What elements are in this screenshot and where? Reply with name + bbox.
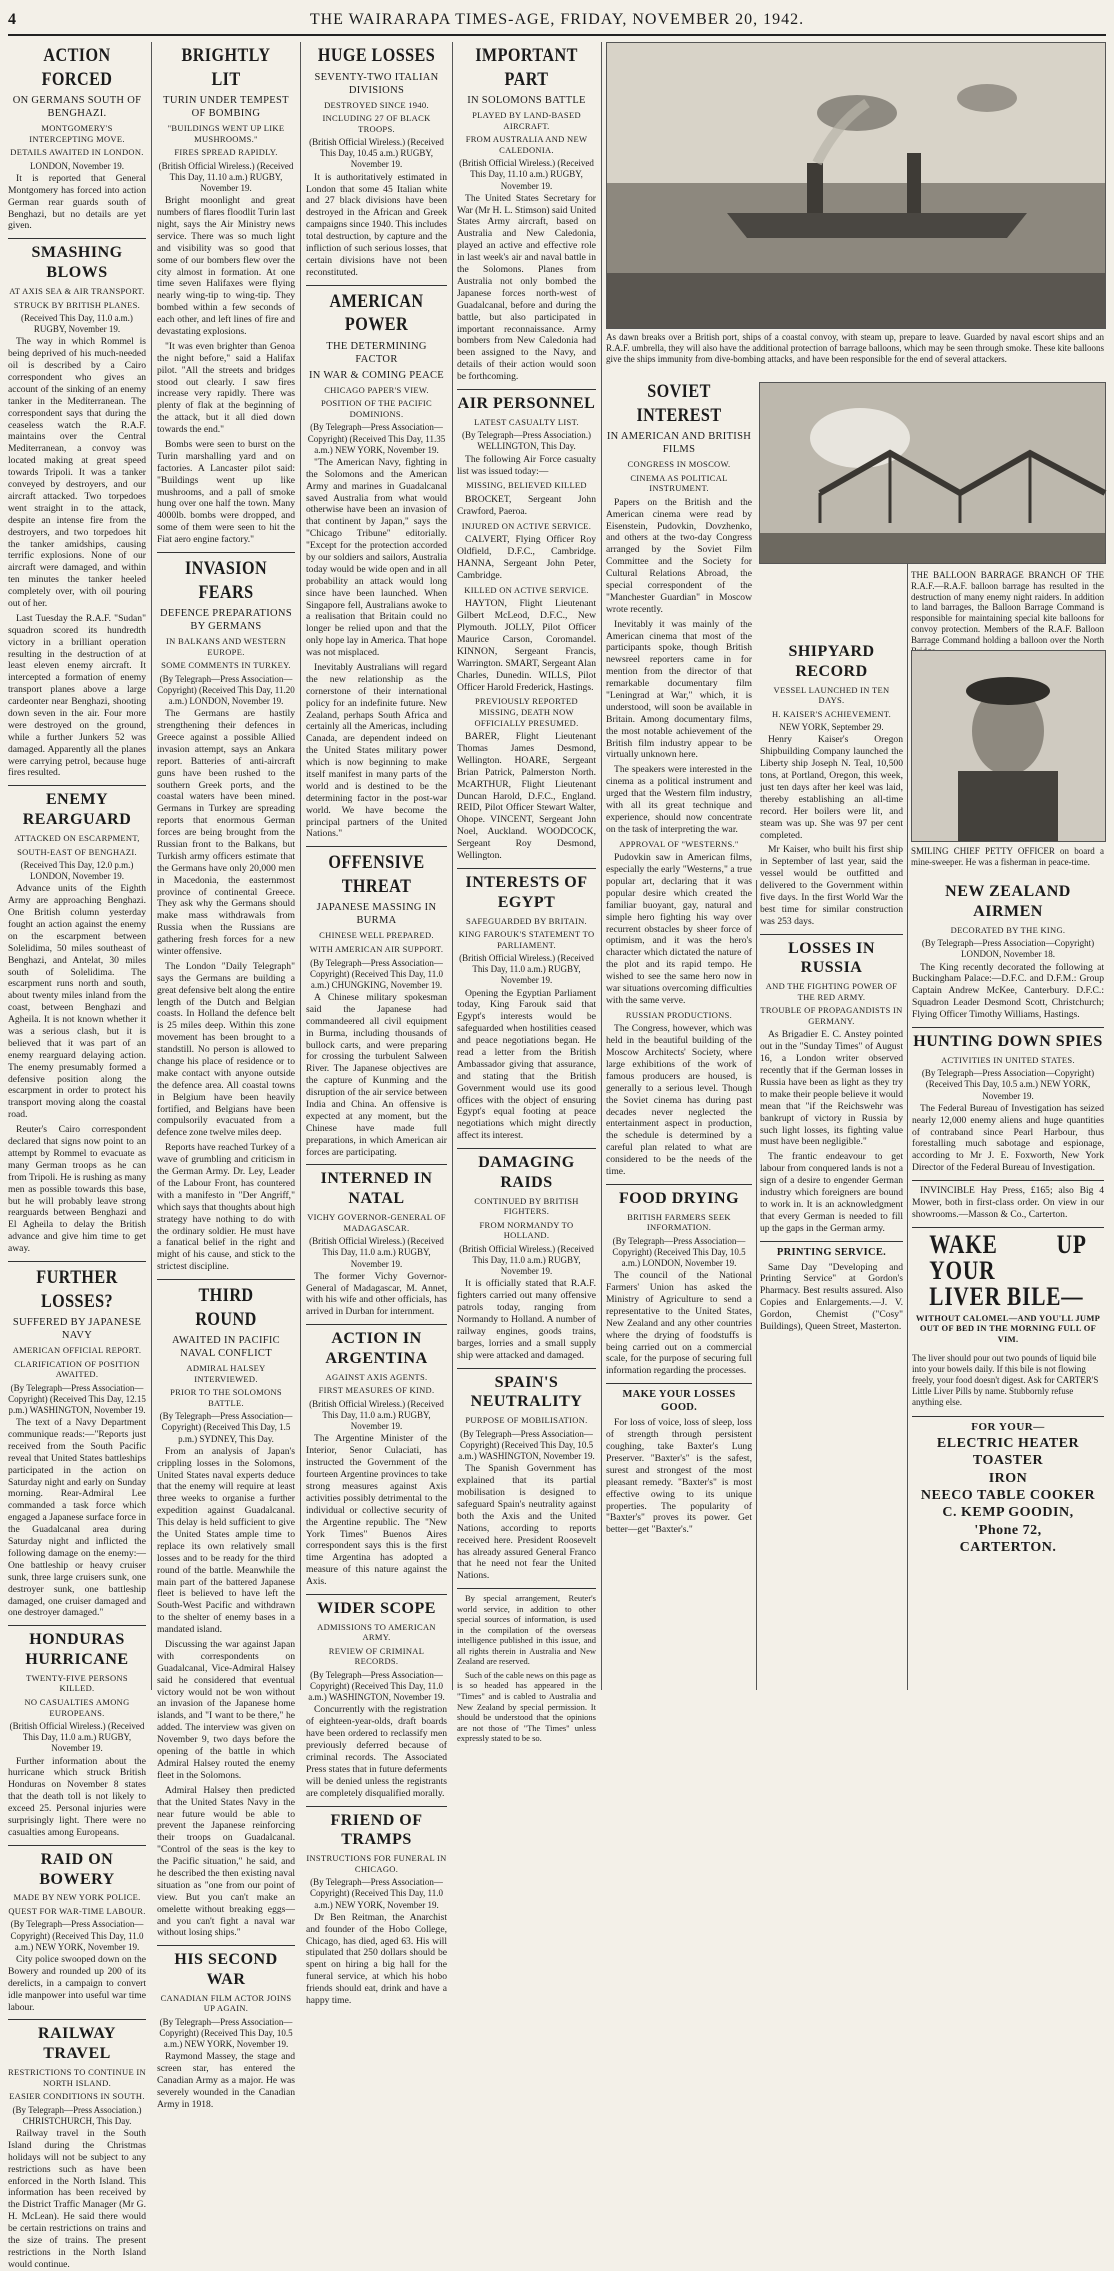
article-text: HAYTON, Flight Lieutenant Gilbert McLeod, D.F.C., New Plymouth. JOLLY, Pilot Officer Maurice Carson, Coromandel. KINNON, Sergeant Francis, Warrington. SMART, Sergeant Alan Charles, Dunedin. WILLS, Pilot Officer Harold Frederick, Hastings. xyxy=(457,598,596,693)
article-text: The speakers were interested in the cinema as a political instrument and urged that the Western film industry, with all its great technique and experience, should now concentrate on the task of interpreting the war. xyxy=(606,764,752,835)
headline: RAILWAY TRAVEL xyxy=(38,2025,116,2063)
column-3 xyxy=(306,42,447,2006)
article-text: Reports have reached Turkey of a wave of grumbling and criticism in the German Army. Dr. Ley, Leader of the Labour Front, has countered with a manifesto in "Der Angriff," which says that thoughts about high strategy have nothing to do with the ordinary soldier. He must have a fanatical belief in the right and might of his cause, and stick to the strictest discipline. xyxy=(157,1142,295,1273)
newspaper-title: THE WAIRARAPA TIMES-AGE, FRIDAY, NOVEMBER 20, 1942. xyxy=(309,11,805,28)
subheading: ADMIRAL HALSEY INTERVIEWED. xyxy=(186,1363,266,1384)
article-text: The King recently decorated the following at Buckingham Palace:—D.F.C. and D.F.M.: Group Captain Andrew McKee, Canterbury. D.F.C.: Squadron Leader Desmond Scott, Christchurch; Flying Officer Timothy Williams, Hastings. xyxy=(912,961,1104,1021)
dateline: (By Telegraph—Press Association—Copyright) (Received This Day, 10.5 a.m.) LONDON, November 19. xyxy=(612,1235,746,1269)
subheading: AMERICAN OFFICIAL REPORT. xyxy=(12,1345,142,1356)
convoy-photo xyxy=(606,42,1106,329)
advertisement-line: ELECTRIC HEATER xyxy=(936,1436,1080,1451)
dateline: (British Official Wireless.) (Received This Day, 11.10 a.m.) RUGBY, November 19. xyxy=(158,160,294,194)
advertisement-line: CARTERTON. xyxy=(959,1540,1057,1556)
page-number: 4 xyxy=(8,11,16,28)
subheading: VESSEL LAUNCHED IN TEN DAYS. xyxy=(773,684,890,706)
dateline: (British Official Wireless.) (Received This Day, 11.0 a.m.) RUGBY, November 19. xyxy=(9,1721,145,1754)
headline: FOOD DRYING xyxy=(618,1189,740,1207)
headline: FRIEND OF TRAMPS xyxy=(330,1811,423,1849)
subheading: VICHY GOVERNOR-GENERAL OF MADAGASCAR. xyxy=(307,1212,446,1233)
headline: AMERICAN POWER xyxy=(329,290,424,336)
dateline: (By Telegraph—Press Association—Copyright) (Received This Day, 11.0 a.m.) CHUNGKING, November 19. xyxy=(310,957,443,990)
article-text: "The American Navy, fighting in the Solomons and the American Army and marines in Guadalcanal saved Australia from what would otherwise have been an invasion of that continent by Japan," says the "Chicago Tribune" editorially. "Except for the protection accorded by our soldiers and sailors, Australia today would be wide open and in all probability an attack would long since have been launched. When Singapore fell, Australians awoke to a realisation that Britain could no longer be relied upon and that the only hope lay in America. That hope was not misplaced. xyxy=(306,456,447,659)
subheading: H. KAISER'S ACHIEVEMENT. xyxy=(771,708,892,719)
article-text: The council of the National Farmers' Union has asked the Ministry of Agriculture to send a representative to the United States, New Zealand and any other countries where the drying of foodstuffs is being carried out on a commercial scale, for the purpose of securing full information regarding the processes. xyxy=(606,1270,752,1377)
subheading: SUFFERED BY JAPANESE NAVY xyxy=(12,1317,142,1342)
subheading: WITH AMERICAN AIR SUPPORT. xyxy=(309,944,444,955)
list-heading: KILLED ON ACTIVE SERVICE. xyxy=(464,584,589,595)
article-text: The following Air Force casualty list was issued today:— xyxy=(457,453,596,477)
subheading: AWAITED IN PACIFIC NAVAL CONFLICT xyxy=(171,1335,280,1360)
column-5 xyxy=(606,378,752,1690)
article-text: The Argentine Minister of the Interior, Senor Culaciati, has instructed the Government of the fourteen Argentine provinces to take strong measures against Axis activities possibly detrimental to the individual or collective security of the Argentine republic. The "New York Times" Buenos Aires correspondent says this is the first time Argentina has adopted a measure of this nature against the Axis. xyxy=(306,1433,447,1588)
advertisement-subhead: WITHOUT CALOMEL—AND YOU'LL JUMP OUT OF BED IN THE MORNING FULL OF VIM. xyxy=(915,1312,1101,1344)
subheading: TROUBLE OF PROPAGANDISTS IN GERMANY. xyxy=(760,1005,903,1026)
headline: ACTION IN ARGENTINA xyxy=(325,1330,428,1368)
subheading: DESTROYED SINCE 1940. xyxy=(324,99,429,110)
column-rule xyxy=(151,42,152,1690)
headline: INTERESTS OF EGYPT xyxy=(465,873,588,911)
subheading: DETAILS AWAITED IN LONDON. xyxy=(10,147,144,158)
subheading: AT AXIS SEA & AIR TRANSPORT. xyxy=(9,285,145,296)
headline: FURTHER LOSSES? xyxy=(36,1266,118,1312)
dateline: (By Telegraph—Press Association—Copyright) LONDON, November 18. xyxy=(921,938,1095,960)
subheading: SOUTH-EAST OF BENGHAZI. xyxy=(17,846,137,857)
footnote: Such of the cable news on this page as is so headed has appeared in the "Times" and is cabled to Australia and New Zealand by special permission. It should be understood that the opinions are not those of "The Times" unless expressly stated to be so. xyxy=(457,1669,596,1744)
headline: INTERNED IN NATAL xyxy=(320,1170,433,1208)
subheading: ACTIVITIES IN UNITED STATES. xyxy=(941,1054,1075,1065)
liver-ad-headline: WAKE UP YOUR xyxy=(929,1229,1087,1285)
dateline: NEW YORK, September 29. xyxy=(779,722,884,733)
subheading: CINEMA AS POLITICAL INSTRUMENT. xyxy=(630,472,728,494)
column-rule xyxy=(907,500,908,1690)
headline: HIS SECOND WAR xyxy=(174,1951,278,1989)
article-text: The Federal Bureau of Investigation has seized nearly 12,000 enemy aliens and huge quantities of contraband since Pearl Harbour, thus forestalling much sabotage and espionage, according to Mr J. E. Foxworth, New York Director of the Federal Bureau of Investigation. xyxy=(912,1102,1104,1174)
headline: BRIGHTLY LIT xyxy=(181,45,271,90)
subheading: TURIN UNDER TEMPEST OF BOMBING xyxy=(163,95,289,120)
article-text: A Chinese military spokesman said the Japanese had commandeered all civil equipment in Burma, including thousands of bullock carts, and were preparing for crossing the turbulent Salween River. The Japanese objectives are the capture of Kunming and the disruption of the air service between India and China. An offensive is expected at any moment, but the Chinese have made full preparations, in which American air forces are participating. xyxy=(306,992,447,1158)
dateline: LONDON, November 19. xyxy=(30,160,124,171)
advertisement-line: NEECO TABLE COOKER xyxy=(920,1488,1096,1504)
article-text: Discussing the war against Japan with correspondents on Guadalcanal, Vice-Admiral Halsey said he considered that eventual victory would not be won without an invasion of the Japanese home islands, and "I want to be there," he added. The interview was given on November 9, two days before the opening of the battle in which Admiral Halsey routed the enemy fleet in the Solomons. xyxy=(157,1639,295,1781)
subheading: FIRST MEASURES OF KIND. xyxy=(318,1385,435,1396)
dateline: (Received This Day, 11.0 a.m.) RUGBY, November 19. xyxy=(21,313,133,335)
headline: NEW ZEALAND AIRMEN xyxy=(945,883,1071,920)
subheading: FROM AUSTRALIA AND NEW CALEDONIA. xyxy=(465,134,588,155)
headline: ACTION FORCED xyxy=(41,45,113,90)
subheading: TWENTY-FIVE PERSONS KILLED. xyxy=(26,1672,128,1694)
dateline: (By Telegraph—Press Association—Copyright) (Received This Day, 10.5 a.m.) NEW YORK, November 19. xyxy=(159,2017,293,2050)
article-text: It is officially stated that R.A.F. fighters carried out many offensive patrols today, ranging from Normandy to Holland. A number of railway engines, goods trains, barges, lorries and a small supply ship were attacked and damaged. xyxy=(457,1278,596,1361)
advertisement-text: For loss of voice, loss of sleep, loss of strength through persistent coughing, take Baxter's Lung Preserver. "Baxter's" is the safest, surest and strongest of the most pleasant remedy. "Baxter's" is most effective owing to its unique properties. The popularity of "Baxter's" proves its power. Get better—get "Baxter's." xyxy=(606,1417,752,1536)
column-1 xyxy=(8,42,146,2270)
article-text: Last Tuesday the R.A.F. "Sudan" squadron scored its hundredth victory in a brilliant operation resulting in the destruction of at least eleven enemy aircraft. It intercepted a formation of enemy transport planes above a large cardeonter near Benghazi, shooting down seven in the air. Four more were destroyed on the ground, while a further Junkers 52 was damaged. Apparently all the planes were carrying petrol, because huge fires resulted. xyxy=(8,612,146,779)
subheading: RUSSIAN PRODUCTIONS. xyxy=(625,1009,733,1020)
article-text: Reuter's Cairo correspondent declared that signs now point to an attempt by Rommel to evacuate as many German troops as he can from Tripoli. He is rushing as many men as possible towards this base, but he will probably leave strong rearguards between Benghazi and El Agheila to delay the British advance and give him time to get away. xyxy=(8,1124,146,1255)
article-text: The Congress, however, which was held in the beautiful building of the Moscow Architects' Society, where large exhibitions of the work of famous producers are housed, is generally to a serious level. Though the Soviet cinema has during past decades never neglected the entertainment aspect in production, the schedule is determined by a careful plan related to what are considered to be the needs of the time. xyxy=(606,1023,752,1177)
subheading: FIRES SPREAD RAPIDLY. xyxy=(174,147,278,158)
dateline: (By Telegraph—Press Association—Copyright) (Received This Day, 12.15 p.m.) WASHINGTON, November 19. xyxy=(8,1382,146,1415)
subheading: PRIOR TO THE SOLOMONS BATTLE. xyxy=(170,1387,282,1408)
article-text: Inevitably it was mainly of the American cinema that most of the participants spoke, though British newsreel reporters came in for mention from the director of that remarkable documentary film "Leningrad at War," which, it is understood, will soon be available in Britain. Among documentary films, the most notable achievement of the British film industry appear to be virtually unknown here. xyxy=(606,618,752,761)
advertisement-line: TOASTER xyxy=(972,1453,1044,1469)
subheading: JAPANESE MASSING IN BURMA xyxy=(316,902,437,927)
article-text: The frantic endeavour to get labour from conquered lands is not a sign of a desire to engender German industry which foreigners are bound to work in. It is an acknowledgment that every German is needed to fill up the gaps in the German army. xyxy=(760,1151,903,1234)
subheading: AND THE FIGHTING POWER OF THE RED ARMY. xyxy=(765,981,898,1002)
photo-caption: SMILING CHIEF PETTY OFFICER on board a mine-sweeper. He was a fisherman in peace-time. xyxy=(911,846,1104,867)
subheading: REVIEW OF CRIMINAL RECORDS. xyxy=(328,1645,425,1667)
article-text: Raymond Massey, the stage and screen star, has entered the Canadian Army as a major. He was severely wounded in the Canadian Army in 1918. xyxy=(157,2051,295,2111)
article-text: Opening the Egyptian Parliament today, King Farouk said that Egypt's interests would be safeguarded when hostilities ceased and peace negotiations began. He read a letter from the British Ambassador giving that assurance, and stating that the British Government would use its good offices with the object of ensuring Egypt's equal footing at peace negotiations which might directly affect its interest. xyxy=(457,987,596,1142)
subheading: CHINESE WELL PREPARED. xyxy=(319,930,434,941)
subheading: MADE BY NEW YORK POLICE. xyxy=(13,1892,141,1903)
subheading: DECORATED BY THE KING. xyxy=(950,924,1066,935)
dateline: (British Official Wireless.) (Received This Day, 11.10 a.m.) RUGBY, November 19. xyxy=(459,158,594,191)
subheading: STRUCK BY BRITISH PLANES. xyxy=(13,299,141,310)
subheading: SEVENTY-TWO ITALIAN DIVISIONS xyxy=(314,71,439,96)
sailor-photo xyxy=(911,650,1106,842)
photo-caption: As dawn breaks over a British port, ships of a coastal convoy, with steam up, prepare to leave. Guarded by naval escort ships and an R.A.F. umbrella, they will also have the additional protection of barrage balloons, which may be seen through smoke. These kite balloons give the ships immunity from dive-bombing attacks, and have been responsible for the end of several attackers. xyxy=(606,332,1104,364)
article-text: Henry Kaiser's Oregon Shipbuilding Company launched the Liberty ship Joseph N. Teal, 10,500 tons, at Portland, Oregon, this week, just ten days after her keel was laid, thereby establishing an all-time record. Her boilers were lit, and steam was up. She was 97 per cent completed. xyxy=(760,734,903,841)
list-heading: MISSING, BELIEVED KILLED xyxy=(466,480,587,491)
advertisement-line: FOR YOUR— xyxy=(971,1421,1045,1434)
subheading: CHICAGO PAPER'S VIEW. xyxy=(324,384,429,395)
dateline: (British Official Wireless.) (Received This Day, 11.0 a.m.) RUGBY, November 19. xyxy=(459,1243,594,1277)
subheading: FROM NORMANDY TO HOLLAND. xyxy=(479,1219,574,1241)
headline: SOVIET INTEREST xyxy=(636,381,722,426)
article-text: It is reported that General Montgomery has forced into action German rear guards south of Benghazi, but no details are yet given. xyxy=(8,172,146,232)
article-text: City police swooped down on the Bowery and rounded up 200 of its derelicts, in a campaign to convert idle manpower into useful war time labour. xyxy=(8,1953,146,2013)
subheading: QUEST FOR WAR-TIME LABOUR. xyxy=(8,1905,146,1916)
dateline: (By Telegraph—Press Association—Copyright) (Received This Day, 1.5 p.m.) SYDNEY, This Day. xyxy=(159,1411,293,1444)
article-text: The United States Secretary for War (Mr H. L. Stimson) said United States Army aircraft, based on Australia and New Caledonia, played an active and effective role in last week's air and naval battle in the Solomons. Planes from Australia not only bombed the Japanese forces north-west of Guadalcanal, before and during the battle, but also participated in important reconnaissance. Army bombers from New Caledonia had been assigned to the Navy, and details of their action would soon be forthcoming. xyxy=(457,192,596,383)
dateline: (By Telegraph—Press Association—Copyright) (Received This Day, 11.0 a.m.) NEW YORK, November 19. xyxy=(310,1877,443,1910)
dateline: (British Official Wireless.) (Received This Day, 11.0 a.m.) RUGBY, November 19. xyxy=(309,1398,444,1432)
article-text: From an analysis of Japan's crippling losses in the Solomons, United States naval experts deduce that the enemy will require at least three weeks to organise a further expedition against Guadalcanal. This delay is held sufficient to give the United States ample time to replace its own relatively small losses and to be ready for the third round of the battle. Meanwhile the main part of the battered Japanese fleet is believed to have left the South-West Pacific and withdrawn to the shelter of enemy bases in a mandated island. xyxy=(157,1445,295,1636)
advertisement-line: 'Phone 72, xyxy=(974,1522,1042,1538)
headline: DAMAGING RAIDS xyxy=(478,1154,575,1191)
headline: HUNTING DOWN SPIES xyxy=(913,1032,1103,1050)
headline: AIR PERSONNEL xyxy=(457,394,596,412)
dateline: (By Telegraph—Press Association.) CHRISTCHURCH, This Day. xyxy=(12,2104,142,2126)
article-text: As Brigadier E. C. Anstey pointed out in the "Sunday Times" of August 16, a London writer observed recently that if the German losses in Russia have been as light as they try to make their people believe it would mean that "if the Reichswehr was bankrupt of victory in Russia by such light losses, its fighting value must have been negligible." xyxy=(760,1029,903,1148)
article-text: Bright moonlight and great numbers of flares floodlit Turin last night, says the Air Ministry news service. There was so much light and visibility was so good that some of our bombers flew over the city almost in formation. At one time seven Halifaxes were flying nearly wing-tip to wing-tip. They bombed within a few seconds of each other, and left lines of fire and devastating explosions. xyxy=(157,195,295,337)
headline: HONDURAS HURRICANE xyxy=(25,1631,129,1669)
masthead xyxy=(8,6,1106,36)
dateline: (Received This Day, 12.0 p.m.) LONDON, November 19. xyxy=(20,860,134,882)
article-text: CALVERT, Flying Officer Roy Oldfield, D.F.C., Cambridge. HANNA, Sergeant John Peter, Cambridge. xyxy=(457,534,596,581)
article-text: The former Vichy Governor-General of Madagascar, M. Annet, with his wife and other officials, has arrived in Durban for internment. xyxy=(306,1270,447,1318)
subheading: INSTRUCTIONS FOR FUNERAL IN CHICAGO. xyxy=(306,1853,447,1874)
photo-caption: THE BALLOON BARRAGE BRANCH OF THE R.A.F.—R.A.F. balloon barrage has resulted in the destruction of many enemy night raiders. In addition to land barrages, the Balloon Barrage Command is responsible for maintaining special kite balloons for convoy protection. Members of the R.A.F. Balloon Barrage Command holding a balloon over the North xyxy=(911,570,1104,645)
subheading: EASIER CONDITIONS IN SOUTH. xyxy=(9,2091,145,2102)
subheading: CONGRESS IN MOSCOW. xyxy=(627,459,731,470)
subheading: CANADIAN FILM ACTOR JOINS UP AGAIN. xyxy=(160,1992,292,2014)
dateline: (By Telegraph—Press Association—Copyright) (Received This Day, 10.5 a.m.) NEW YORK, November 19. xyxy=(921,1068,1095,1101)
column-rule xyxy=(300,42,301,1690)
subheading: DEFENCE PREPARATIONS BY GERMANS xyxy=(160,608,292,633)
electrical-ad xyxy=(912,1421,1104,1556)
article-text: Admiral Halsey then predicted that the United States Navy in the near future would be able to prevent the Japanese reinforcing their troops on Guadalcanal. "Control of the seas is the key to the Pacific situation," he said, and he described the then existing naval situation as "one from our point of view. But you can't make an omelette without breaking eggs—and you can't fight a naval war without losing ships." xyxy=(157,1784,295,1939)
dateline: (By Telegraph—Press Association—Copyright) (Received This Day, 11.20 a.m.) LONDON, November 19. xyxy=(157,673,295,707)
article-text: Concurrently with the registration of eighteen-year-olds, draft boards have been ordered to reclassify men previously deferred because of criminal records. The Associated Press states that in future deferments will be denied unless the registrants are completely disqualified morally. xyxy=(306,1704,447,1799)
article-text: Dr Ben Reitman, the Anarchist and founder of the Hobo College, Chicago, has died, aged 63. His will stipulated that 250 dollars should be spent on hiring a big hall for the funeral service, at which his hobo friends should eat, drink and have a happy time. xyxy=(306,1911,447,2006)
dateline: (British Official Wireless.) (Received This Day, 11.0 a.m.) RUGBY, November 19. xyxy=(459,953,594,986)
article-text: Papers on the British and the American cinema were read by Eisenstein, Pudovkin, Dovzhenko, and others at the two-day Congress arranged by the Soviet Film Committee and the Society for Cultural Relations Abroad, the special correspondent of the "Manchester Guardian" in Moscow wrote recently. xyxy=(606,496,752,615)
subheading: POSITION OF THE PACIFIC DOMINIONS. xyxy=(320,398,433,419)
subheading: APPROVAL OF "WESTERNS." xyxy=(619,838,739,849)
article-text: Pudovkin saw in American films, especially the early "Westerns," a true popular art, declaring that it was popular desire which created the familiar buoyant, gay, natural and simple hero fighting his way over recurrent obstacles by sheer force of optimism, and it was the hero's character which dictated the nature of the plot and its rapid tempo. He wished to see the same hero now in war situations overcoming difficulties with the same verve. xyxy=(606,852,752,1006)
dateline: (By Telegraph—Press Association.) WELLINGTON, This Day. xyxy=(462,430,591,452)
headline: ENEMY REARGUARD xyxy=(22,791,132,829)
advertisement-title: PRINTING SERVICE. xyxy=(776,1246,887,1258)
dateline: (British Official Wireless.) (Received This Day, 11.0 a.m.) RUGBY, November 19. xyxy=(309,1236,444,1269)
column-rule xyxy=(452,42,453,1690)
subheading: BRITISH FARMERS SEEK INFORMATION. xyxy=(627,1211,731,1233)
subheading: THE DETERMINING FACTOR xyxy=(326,340,427,365)
balloon-barrage-photo xyxy=(759,382,1106,564)
column-6 xyxy=(760,640,903,1690)
article-text: The London "Daily Telegraph" says the Germans are building a great defensive belt along the entire length of the Dutch and Belgian coasts. In Holland the defence belt is 25 miles deep. Within this zone movement has been brought to a standstill. No person is allowed to change his place of residence or to make contact with anyone outside the defence area. All coastal towns in Belgium have been heavily fortified, and Belgians have been compulsorily evacuated from a defence zone twelve miles deep. xyxy=(157,960,295,1139)
article-text: BROCKET, Sergeant John Crawford, Paeroa. xyxy=(457,493,596,517)
subheading: MONTGOMERY'S INTERCEPTING MOVE. xyxy=(29,123,125,144)
list-heading: PREVIOUSLY REPORTED MISSING, DEATH NOW OFFICIALLY PRESUMED. xyxy=(474,696,579,728)
headline: SPAIN'S NEUTRALITY xyxy=(470,1373,583,1411)
headline: LOSSES IN RUSSIA xyxy=(788,939,875,977)
article-text: The Spanish Government has explained that its partial mobilisation is designed to safeguard Spain's neutrality against both the Axis and the United Nations, according to reports received here. President Roosevelt has already assured General Franco that he need not fear the United Nations. xyxy=(457,1463,596,1582)
liver-ad-headline: LIVER BILE— xyxy=(929,1281,1084,1311)
subheading: NO CASUALTIES AMONG EUROPEANS. xyxy=(24,1697,130,1718)
subheading: KING FAROUK'S STATEMENT TO PARLIAMENT. xyxy=(458,929,595,950)
column-rule xyxy=(756,880,757,1690)
headline: THIRD ROUND xyxy=(195,1285,257,1330)
column-rule xyxy=(601,42,602,1690)
subheading: RESTRICTIONS TO CONTINUE IN NORTH ISLAND. xyxy=(8,2067,146,2088)
advertisement-text: The liver should pour out two pounds of liquid bile into your bowels daily. If this bile is not flowing freely, your food doesn't digest. Ask for CARTER'S Little Liver Pills by name. Stubbornly refuse anything else. xyxy=(912,1353,1099,1407)
article-text: Advance units of the Eighth Army are approaching Benghazi. One British column yesterday fought an action against the enemy on the escarpment between Solelidima, 50 miles southeast of Benghazi, and Antelat, 30 miles south of Solelidima. The escarpment runs north and south, about twenty miles inland from the coast, between Benghazi and Agheila. It is not known whether it was a serious clash, but it is believed that it was part of an enemy rearguard delaying action. The enemy presumably formed a defensive position along the escarpment in order to protect his transport moving along the coastal road. xyxy=(8,883,146,1121)
subheading: INCLUDING 27 OF BLACK TROOPS. xyxy=(322,113,431,134)
subheading: LATEST CASUALTY LIST. xyxy=(474,416,579,427)
article-text: The text of a Navy Department communique reads:—"Reports just received from the South Pacific reveal that United States battleships participated in the action on Saturday night and early on Sunday morning. Rear-Admiral Lee commanded a task force which engaged a Japanese surface force in the Guadalcanal area during Saturday night and inflicted the following damage on the enemy:—One battleship or heavy cruiser sunk, three large cruisers sunk, one destroyer sunk, one battleship damaged, one cruiser damaged and one destroyer damaged." xyxy=(8,1417,146,1619)
subheading: IN SOLOMONS BATTLE xyxy=(467,95,586,107)
article-text: The way in which Rommel is being deprived of his much-needed oil is described by a Cairo correspondent who gives an account of the sinking of an enemy tanker in the Mediterranean. The correspondent says that during the ceaseless watch the R.A.F. maintains over the Central Mediterranean, a convoy was located making at great speed towards Tripoli. It was a tanker conveyed by destroyers, and our aircraft attacked. Two torpedoes went straight in to the attack, despite an intense fire from the destroyers, and two torpedoes hit the tanker amidships, causing terrific explosions. None of our aircraft were damaged, and within ten minutes the tanker heeled completely over, with oil pouring out of her. xyxy=(8,336,146,609)
headline: SMASHING BLOWS xyxy=(31,244,123,282)
column-4 xyxy=(457,42,596,1744)
article-text: "It was even brighter than Genoa the night before," said a Halifax pilot. "All the streets and bridges stood out clearly. I saw fires increase very rapidly. There was plenty of flak at the beginning of the attack, but it all died down towards the end." xyxy=(157,340,295,436)
article-text: BARER, Flight Lieutenant Thomas James Desmond, Wellington. HOARE, Sergeant Brian Patrick, Palmerston North. McARTHUR, Flight Lieutenant Duncan Harold, D.F.C., England. REID, Pilot Officer Stewart Walter, Ohope. VINCENT, Sergeant John Noel, Auckland. WOODCOCK, Sergeant Roy Desmond, Wellington. xyxy=(457,731,596,861)
dateline: (British Official Wireless.) (Received This Day, 10.45 a.m.) RUGBY, November 19. xyxy=(309,137,444,170)
subheading: ADMISSIONS TO AMERICAN ARMY. xyxy=(317,1621,436,1643)
article-text: Bombs were seen to burst on the Turin marshalling yard and on factories. A Lancaster pilot said: "Buildings went up like mushrooms, and a pall of smoke hung over one half the town. Many 4000lb. bombs were dropped, and some of them were seen to hit the Fiat aero engine factory." xyxy=(157,439,295,546)
subheading: "BUILDINGS WENT UP LIKE MUSHROOMS." xyxy=(167,123,285,144)
headline: RAID ON BOWERY xyxy=(39,1850,115,1888)
subheading: CLARIFICATION OF POSITION AWAITED. xyxy=(14,1358,140,1380)
headline: IMPORTANT PART xyxy=(475,45,578,90)
article-text: Inevitably Australians will regard the new relationship as the cornerstone of their international policy for an indefinite future. New Zealand, perhaps South Africa and certainly all the Americas, including Canada, are dependent indeed on the United States military power which is now beginning to make itself manifest in many parts of the world and is destined to be the determining factor in the post-war world. We have become the principal partners of the United Nations." xyxy=(306,662,447,840)
article-text: Mr Kaiser, who built his first ship in September of last year, said the vessel would be outfitted and delivered to the Government within five days. In the first World War the best time for similar construction was 253 days. xyxy=(760,844,903,927)
column-7 xyxy=(912,880,1104,1690)
advertisement-text: Same Day "Developing and Printing Service" at Gordon's Pharmacy. Best results assured. Also Copies and Enlargements.—J. V. Gordon, Chemist ("Cosy" Buildings), Queen Street, Masterton. xyxy=(760,1261,903,1333)
headline: WIDER SCOPE xyxy=(317,1600,436,1617)
headline: HUGE LOSSES xyxy=(317,45,436,66)
footnote: By special arrangement, Reuter's world service, in addition to other special sources of information, is used in the compilation of the overseas intelligence published in this issue, and all rights therein in Australia and New Zealand are reserved. xyxy=(457,1593,596,1667)
advertisement-line: IRON xyxy=(988,1470,1028,1486)
subheading: ON GERMANS SOUTH OF BENGHAZI. xyxy=(12,95,142,120)
article-text: Further information about the hurricane which struck British Honduras on November 8 states that the death toll is not likely to exceed 25. Personal injuries were surprisingly light. There were no casualties among Europeans. xyxy=(8,1755,146,1838)
subheading: IN AMERICAN AND BRITISH FILMS xyxy=(606,431,752,456)
article-text: It is authoritatively estimated in London that some 45 Italian white and 27 black divisions have been destroyed in the African and Greek campaigns since 1940. This includes total destruction, by capture and the infliction of such serious losses, that certain divisions have not been reconstituted. xyxy=(306,171,447,278)
subheading: PURPOSE OF MOBILISATION. xyxy=(465,1415,588,1426)
column-2 xyxy=(157,42,295,2111)
dateline: (By Telegraph—Press Association—Copyright) (Received This Day, 10.5 a.m.) WASHINGTON, November 19. xyxy=(458,1428,595,1462)
headline: OFFENSIVE THREAT xyxy=(328,852,425,897)
advertisement-title: MAKE YOUR LOSSES GOOD. xyxy=(622,1389,736,1414)
subheading: SAFEGUARDED BY BRITAIN. xyxy=(466,915,587,926)
subheading: PLAYED BY LAND-BASED AIRCRAFT. xyxy=(472,110,581,131)
subheading: AGAINST AXIS AGENTS. xyxy=(325,1371,428,1382)
dateline: (By Telegraph—Press Association—Copyright) (Received This Day, 11.0 a.m.) WASHINGTON, November 19. xyxy=(308,1669,445,1703)
dateline: (By Telegraph—Press Association—Copyright) (Received This Day, 11.35 a.m.) NEW YORK, November 19. xyxy=(307,422,446,455)
subheading: IN BALKANS AND WESTERN EUROPE. xyxy=(165,636,286,657)
classified-ad: INVINCIBLE Hay Press, £165; also Big 4 Mower, both in first-class order. On view in our showrooms.—Masson & Co., Carterton. xyxy=(912,1185,1104,1220)
headline: INVASION FEARS xyxy=(184,558,268,603)
subheading: SOME COMMENTS IN TURKEY. xyxy=(161,660,291,671)
headline: SHIPYARD RECORD xyxy=(788,643,875,680)
advertisement-line: C. KEMP GOODIN, xyxy=(942,1505,1074,1521)
list-heading: INJURED ON ACTIVE SERVICE. xyxy=(461,520,592,531)
article-text: The Germans are hastily strengthening their defences in Greece against a possible Allied invasion attempt, says an Ankara report. Batteries of anti-aircraft guns have been rushed to the southern Greek ports, and the coastal waters have been mined. Germans in Turkey are spreading reports that enormous German forces are being brought from the Russian front to the Balkans, but Turkish army officers estimate that the Germans have only 20,000 men in Macedonia, the easternmost province of continental Greece. They ask why the Germans should make mass withdrawals from Russia when the Russians are gathering fresh forces for a new winter offensive. xyxy=(157,708,295,958)
subheading: IN WAR & COMING PEACE xyxy=(308,369,445,381)
subheading: CONTINUED BY BRITISH FIGHTERS. xyxy=(474,1195,579,1217)
dateline: (By Telegraph—Press Association—Copyright) (Received This Day, 11.0 a.m.) NEW YORK, November 19. xyxy=(10,1919,144,1952)
article-text: Railway travel in the South Island during the Christmas holidays will not be subject to any restrictions such as have been enforced in the North Island. This information has been received by the District Traffic Manager (Mr G. H. McLean). He said there would be certain restrictions on trains and the size of trains. The present restrictions in the North Island would continue. xyxy=(8,2127,146,2270)
subheading: ATTACKED ON ESCARPMENT, xyxy=(14,832,140,843)
